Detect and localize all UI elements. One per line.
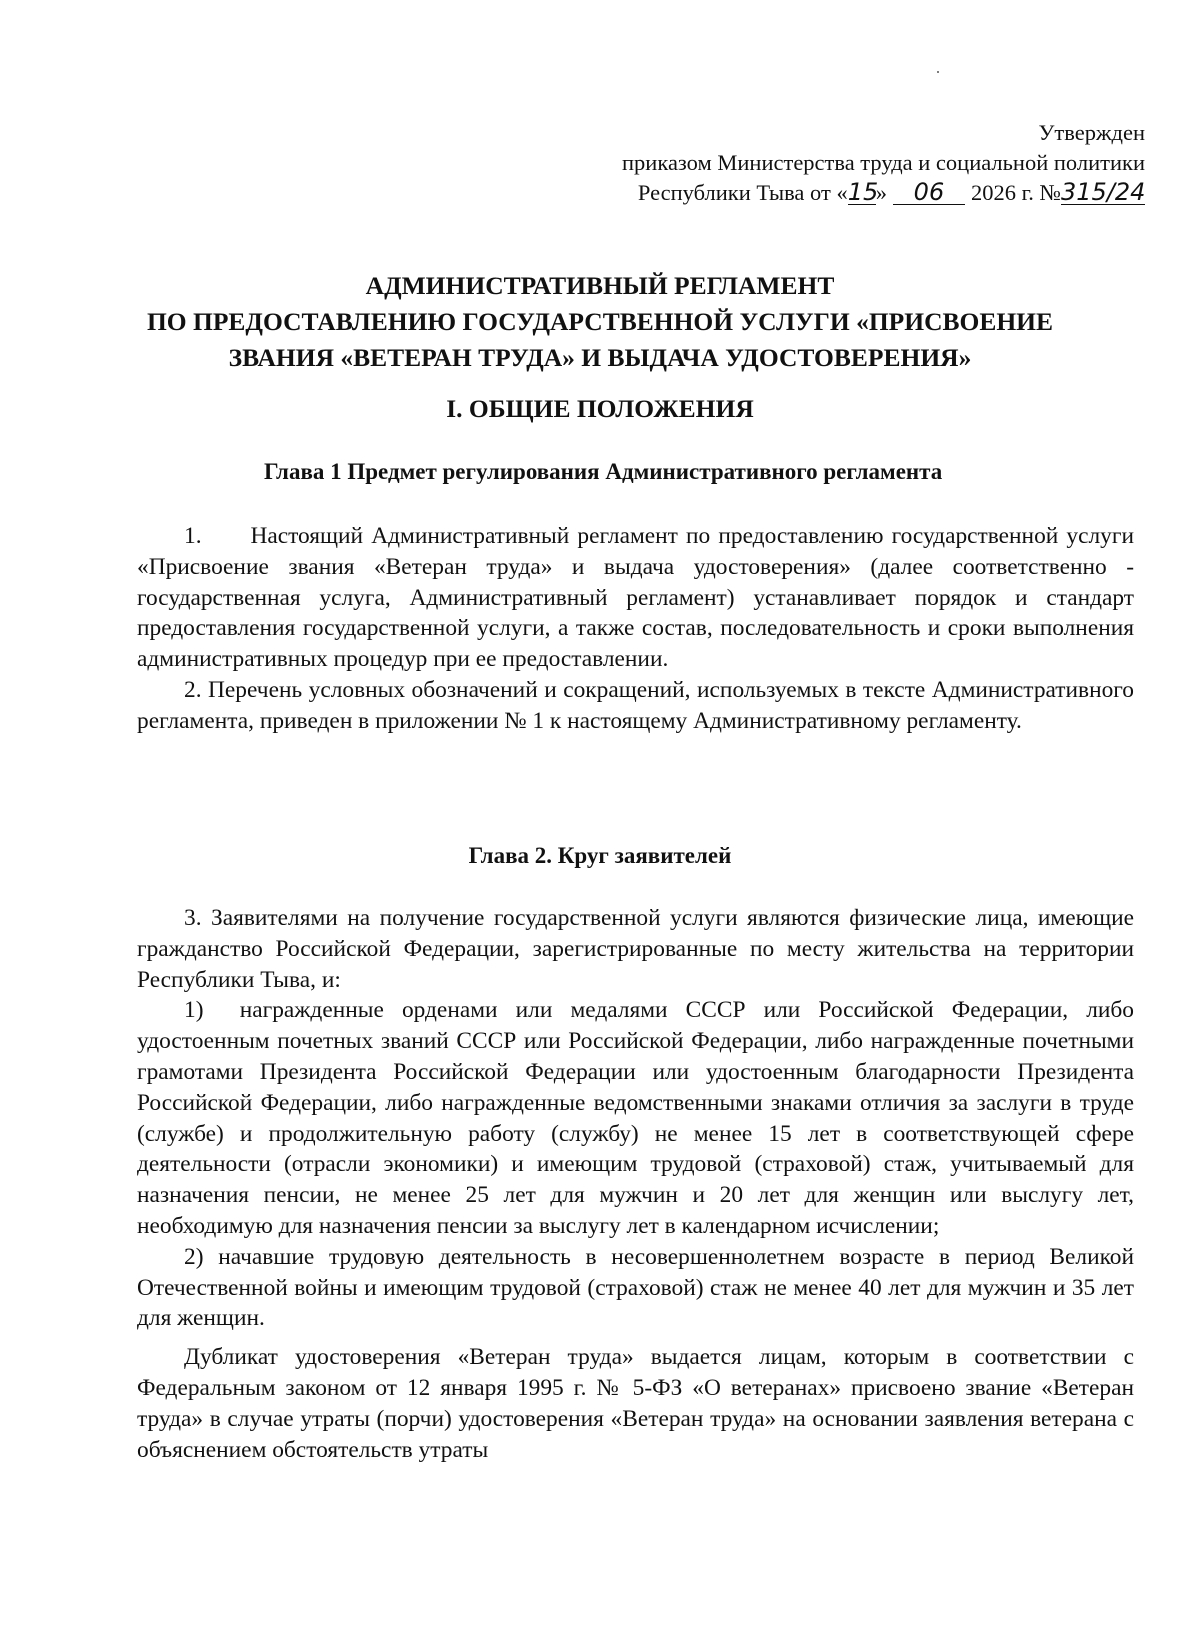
title-line-2: ПО ПРЕДОСТАВЛЕНИЮ ГОСУДАРСТВЕННОЙ УСЛУГИ «ПРИСВОЕНИЕ [146,307,1054,336]
list-item-1: 1) награжденные орденами или медалями СССР или Российской Федерации, либо удостоенным почетных званий СССР или Российской Федерации, либо награжденные почетными грамотами Президента Российской Федерации или удостоенным благодарности Президента Российской Федерации, либо награжденные ведомственными знаками отличия за заслуги в труде (службе) и продолжительную работу (службу) не менее 15 лет в соответствующей сфере деятельности (отрасли экономики) и имеющим трудовой (страховой) стаж, учитываемый для назначения пенсии, не менее 25 лет для мужчин и 20 лет для женщин или выслугу лет, необходимую для назначения пенсии за выслугу лет в календарном исчислении; [137,997,1134,1239]
handwritten-order-number: 315/24 [1061,178,1146,206]
paragraph-duplicate: Дубликат удостоверения «Ветеран труда» выдается лицам, которым в соответствии с Федеральным законом от 12 января 1995 г. № 5-ФЗ «О ветеранах» присвоено звание «Ветеран труда» в случае утраты (порчи) удостоверения «Ветеран труда» на основании заявления ветерана с объяснением обстоятельств утраты [137,1344,1134,1463]
approval-line-1: Утвержден [1038,120,1145,145]
approval-stamp [622,118,1145,208]
approval-line-3 [622,178,1145,208]
title-line-1: АДМИНИСТРАТИВНЫЙ РЕГЛАМЕНТ [365,271,835,300]
chapter-2-heading: Глава 2. Круг заявителей [468,843,732,868]
approval-year: 2026 г. № [970,180,1061,205]
approval-line-2: приказом Министерства труда и социальной политики [622,150,1145,175]
title-line-3: ЗВАНИЯ «ВЕТЕРАН ТРУДА» И ВЫДАЧА УДОСТОВЕРЕНИЯ» [228,343,972,372]
paragraph-3: 3. Заявителями на получение государственной услуги являются физические лица, имеющие гражданство Российской Федерации, зарегистрированные по месту жительства на территории Республики Тыва, и: [137,905,1134,993]
paragraph-2: 2. Перечень условных обозначений и сокращений, используемых в тексте Административного регламента, приведен в приложении № 1 к настоящему Административному регламенту. [137,676,1134,734]
handwritten-day: 15 [847,178,879,206]
scan-speck [937,71,939,73]
approval-prefix: Республики Тыва от « [637,180,848,205]
section-heading: I. ОБЩИЕ ПОЛОЖЕНИЯ [446,394,754,423]
handwritten-month: 06 [893,180,965,205]
chapter-1-heading: Глава 1 Предмет регулирования Административного регламента [264,459,943,484]
approval-date-sep: » [875,180,887,205]
list-item-2: 2) начавшие трудовую деятельность в несовершеннолетнем возрасте в период Великой Отечественной войны и имеющим трудовой (страховой) стаж не менее 40 лет для мужчин и 35 лет для женщин. [137,1243,1134,1332]
document-title [0,268,1200,376]
chapter-1-body [137,521,1134,737]
chapter-2-body [137,903,1134,1465]
paragraph-1: 1. Настоящий Административный регламент по предоставлению государственной услуги «Присвоение звания «Ветеран труда» и выдача удостоверения» (далее соответственно - государственная услуга, Административный регламент) устанавливает порядок и стандарт предоставления государственной услуги, а также состав, последовательность и сроки выполнения административных процедур при ее предоставлении. [137,523,1134,673]
